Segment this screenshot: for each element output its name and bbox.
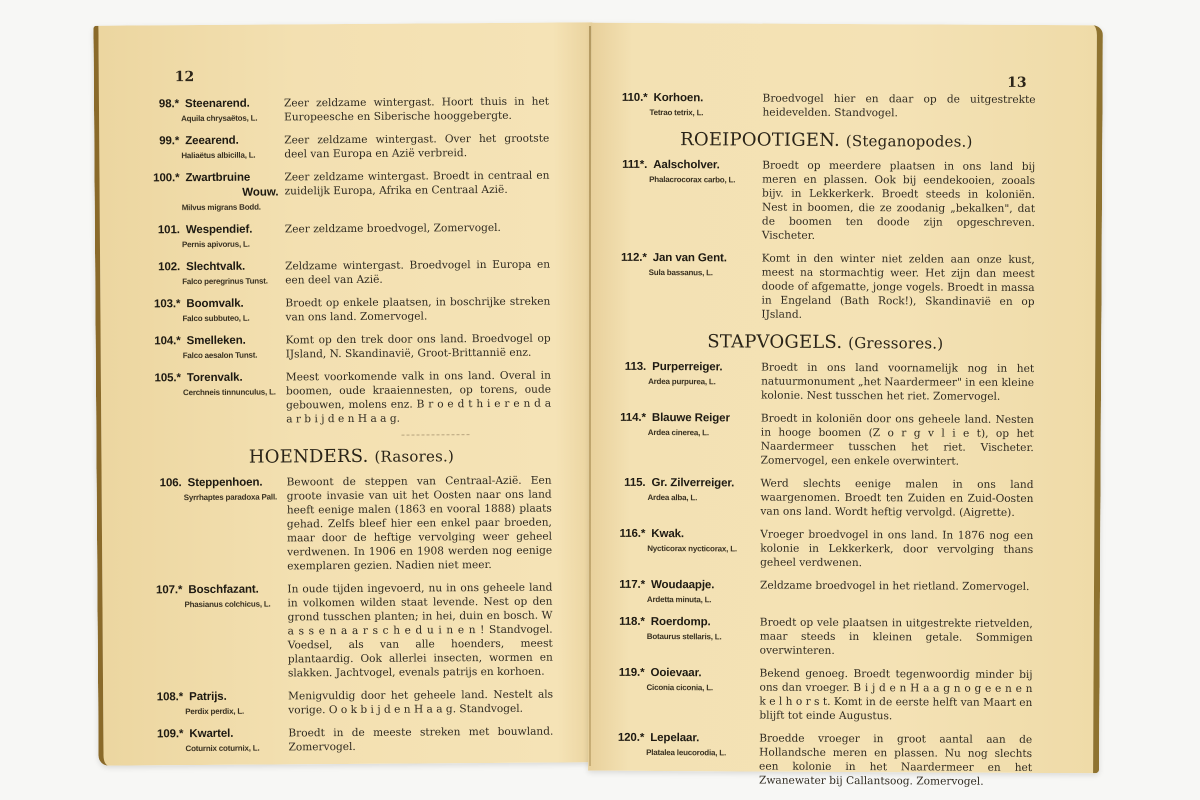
species-entry: [617, 158, 1035, 244]
page-number: 12: [174, 69, 195, 86]
entry-name-line: [151, 333, 286, 349]
species-entry: [617, 91, 1035, 121]
entry-head: [614, 731, 759, 788]
entry-list: [152, 474, 554, 756]
entry-description: Broedt op meerdere plaatsen in ons land bij meren en plassen. Ook bij eendekooien, zooals bijv. in Lekkerkerk. Broedt steeds in koloniën. Nest in boomen, die ze zoodanig „bekalken", dat de boomen ten doode zijn opgeschreven. Vischeter.: [761, 159, 1036, 242]
entry-description: Bekend genoeg. Broedt tegenwoordig minder bij ons dan vroeger. B i j d e n H a a g n o g e e n e n k e l h o r s t. Komt in de eerste helft van Maart en blijft tot einde Augustus.: [759, 667, 1033, 723]
entry-head: [149, 133, 284, 162]
entry-head: [150, 259, 285, 288]
entry-name: Blauwe Reiger: [651, 411, 730, 425]
entry-name: Kwak.: [651, 527, 685, 541]
entry-name: Patrijs.: [189, 690, 227, 704]
species-entry: [616, 360, 1034, 404]
entry-latin-name: Milvus migrans Bodd.: [181, 202, 261, 213]
entry-description: Broedde vroeger in groot aantal aan de Hollandsche meren en plassen. Nu nog slechts een kolonie in het Naardermeer en het Zwanewater bij Callantsoog. Zomervogel.: [758, 732, 1033, 788]
entry-number: 117.*: [619, 578, 646, 591]
entry-name: Torenvalk.: [186, 371, 243, 385]
entry-latin-name: Platalea leucorodia, L.: [646, 747, 727, 758]
entry-name: Boschfazant.: [188, 583, 259, 597]
entry-number: 106.: [159, 477, 182, 490]
entry-description: Broedt in koloniën door ons geheele land. Nesten in hooge boomen (Z o r g v l i e t), op het Naardermeer tusschen het riet. Vischeter. Zomervogel, een enkele overwintert.: [760, 412, 1034, 468]
section-heading: [617, 129, 1035, 152]
species-entry: [150, 221, 550, 252]
entry-latin-name: Ardetta minuta, L.: [646, 594, 712, 605]
entry-number: 113.: [624, 360, 647, 373]
entry-name: Lepelaar.: [650, 731, 700, 745]
entry-name: Aalscholver.: [653, 158, 720, 172]
entry-latin-name: Ciconia ciconia, L.: [646, 682, 713, 693]
entry-description: Broedt op vele plaatsen in uitgestrekte rietvelden, maar steeds in kleinen getale. Sommigen overwinteren.: [759, 616, 1033, 657]
entry-latin-name: Aquila chrysaëtos, L.: [181, 113, 258, 124]
entry-number: 114.*: [620, 411, 646, 424]
entry-head: [150, 222, 285, 251]
entry-number: 99.*: [159, 135, 180, 148]
entry-name-line: [616, 476, 761, 492]
entry-latin-name: Phasianus colchicus, L.: [184, 599, 271, 610]
entry-name-line: [149, 96, 284, 112]
entry-name-continued: Wouw.: [242, 186, 279, 199]
entry-head: [616, 411, 761, 468]
entry-list: [616, 158, 1035, 323]
entry-description: Zeer zeldzame wintergast. Over het grootste deel van Europa en Azië verbreid.: [284, 132, 550, 161]
entry-latin-name: Botaurus stellaris, L.: [646, 631, 722, 642]
entry-description: Zeldzame wintergast. Broedvogel in Europa en een deel van Azië.: [285, 258, 551, 287]
section-latin: (Gressores.): [848, 334, 944, 353]
entry-name-line: [150, 296, 285, 312]
entry-name-line: [615, 615, 760, 631]
entry-head: [149, 96, 284, 125]
entry-number: 105.*: [154, 372, 181, 385]
species-entry: [152, 581, 553, 682]
entry-head: [617, 91, 762, 120]
entry-head: [615, 578, 760, 607]
species-entry: [615, 476, 1033, 520]
entry-name-line: [152, 475, 287, 491]
entry-description: Meest voorkomende valk in ons land. Overal in boomen, oude kraaiennesten, op torens, oude gebouwen, molens enz. B r o e d t h i e r e n d a a r b i j d e n H a a g.: [285, 369, 552, 426]
species-entry: [614, 666, 1032, 724]
entry-name: Roerdomp.: [650, 615, 711, 629]
species-entry: [615, 578, 1033, 608]
entry-number: 119.*: [618, 666, 645, 679]
species-entry: [615, 527, 1033, 571]
entry-head: [151, 333, 286, 362]
entry-number: 98.*: [158, 98, 180, 111]
species-entry: [149, 169, 549, 215]
entry-number: 116.*: [619, 527, 646, 540]
section-title: HOENDERS.: [248, 445, 369, 468]
species-entry: [616, 411, 1034, 469]
entry-name-line: [149, 170, 284, 186]
entry-name: Woudaapje.: [650, 578, 715, 592]
entry-description: Broedt in de meeste streken met bouwland. Zomervogel.: [288, 725, 554, 754]
species-entry: [153, 688, 553, 719]
entry-number: 102.: [158, 261, 181, 274]
section-title: STAPVOGELS.: [707, 331, 843, 353]
entry-latin-name: Phalacrocorax carbo, L.: [649, 174, 736, 185]
entry-description: Komt in den winter niet zelden aan onze kust, meest na stormachtig weer. Het zijn dan meest doode of afgematte, jonge vogels. Broedt in massa in Engeland (Bath Rock!), Skandinavië en op IJsland.: [761, 252, 1035, 321]
entry-number: 109.*: [156, 728, 184, 741]
entry-head: [614, 666, 759, 723]
entry-head: [615, 476, 760, 519]
entry-name: Wespendief.: [185, 223, 253, 237]
species-entry: [153, 725, 553, 756]
entry-description: Vroeger broedvogel in ons land. In 1876 nog een kolonie in Lekkerkerk, door vervolging thans geheel verdwenen.: [760, 528, 1034, 570]
entry-description: Bewoont de steppen van Centraal-Azië. Een groote invasie van uit het Oosten naar ons land heeft eenige malen (1863 en vooral 1888) plaats gehad. Zelfs bleef hier een enkel paar broeden, maar door de heftige vervolging weer geheel verdwenen. In 1906 en 1908 werden nog eenige exemplaren gezien. Nadien niet meer.: [286, 474, 553, 573]
entry-name: Kwartel.: [189, 727, 234, 741]
entry-head: [153, 726, 288, 755]
species-entry: [151, 332, 551, 363]
entry-description: Broedt in ons land voornamelijk nog in het natuurmonument „het Naardermeer" in een kleine kolonie. Nest tusschen het riet. Zomervogel.: [760, 361, 1035, 403]
entry-name-line: [149, 133, 284, 149]
divider: [401, 434, 471, 435]
entry-latin-name: Ardea cinerea, L.: [647, 427, 709, 438]
page-number: 13: [1007, 74, 1027, 91]
entry-description: Broedvogel hier en daar op de uitgestrekte heidevelden. Standvogel.: [762, 92, 1036, 120]
entry-head: [615, 615, 760, 658]
entry-number: 104.*: [154, 335, 181, 348]
entry-head: [151, 370, 286, 427]
entry-name-line: [153, 726, 288, 742]
entry-name-line: [617, 251, 762, 267]
entry-description: Werd slechts eenige malen in ons land waargenomen. Broedt ten Zuiden en Zuid-Oosten van ons land. Wordt heftig vervolgd. (Aigrette).: [760, 477, 1034, 519]
entry-latin-name: Falco aesalon Tunst.: [182, 350, 258, 361]
entry-latin-name: Falco subbuteo, L.: [182, 313, 250, 324]
entry-name: Purperreiger.: [652, 360, 723, 374]
entry-number: 100.*: [153, 172, 180, 185]
entry-number: 108.*: [156, 691, 184, 704]
entry-latin-name: Syrrhaptes paradoxa Pall.: [183, 492, 278, 503]
entry-latin-name: Tetrao tetrix, L.: [649, 107, 704, 118]
entry-name-line: [150, 222, 285, 238]
entry-number: 111*.: [622, 158, 648, 171]
entry-description: Zeldzame broedvogel in het rietland. Zomervogel.: [759, 579, 1030, 593]
entry-name: Steenarend.: [184, 97, 250, 111]
entry-list: [617, 91, 1035, 121]
entry-head: [616, 360, 761, 403]
entry-head: [615, 527, 760, 570]
entry-latin-name: Falco peregrinus Tunst.: [182, 276, 268, 287]
species-entry: [149, 95, 549, 126]
species-entry: [150, 295, 550, 326]
entry-latin-name: Pernis apivorus, L.: [181, 239, 250, 250]
entry-name-line: [615, 578, 760, 594]
entry-number: 101.: [157, 224, 180, 237]
entry-latin-name: Nycticorax nycticorax, L.: [647, 543, 737, 554]
entry-latin-name: Ardea purpurea, L.: [648, 376, 716, 387]
entry-description: Menigvuldig door het geheele land. Nestelt als vorige. O o k b i j d e n H a a g. Standvogel.: [288, 688, 554, 717]
entry-name: Jan van Gent.: [652, 251, 727, 265]
entry-latin-name: Haliaëtus albicilla, L.: [181, 150, 256, 161]
entry-head: [152, 582, 288, 681]
right-page: [588, 23, 1103, 788]
entry-description: Zeer zeldzame broedvogel, Zomervogel.: [284, 221, 501, 236]
entry-name: Slechtvalk.: [186, 260, 246, 274]
species-entry: [150, 258, 550, 289]
entry-name-line: [615, 527, 760, 543]
right-page-content: [614, 91, 1036, 798]
entry-latin-name: Ardea alba, L.: [647, 492, 698, 503]
entry-head: [149, 170, 284, 214]
entry-name-line: [615, 666, 760, 682]
entry-name-line: [616, 411, 761, 427]
species-entry: [151, 369, 551, 428]
entry-number: 107.*: [155, 584, 183, 597]
entry-name-line: [618, 91, 763, 107]
entry-number: 110.*: [621, 91, 648, 104]
entry-number: 120.*: [617, 731, 645, 744]
entry-name: Zeearend.: [185, 134, 239, 148]
species-entry: [152, 474, 553, 575]
section-latin: (Steganopodes.): [845, 131, 973, 151]
section-heading: [616, 331, 1034, 354]
entry-latin-name: Sula bassanus, L.: [648, 267, 713, 278]
entry-name: Boomvalk.: [186, 297, 244, 311]
entry-number: 118.*: [619, 615, 645, 628]
entry-latin-name: Coturnix coturnix, L.: [185, 743, 260, 754]
book-gutter: [589, 26, 591, 766]
entry-list: [614, 360, 1034, 789]
entry-description: Zeer zeldzame wintergast. Broedt in centraal en zuidelijk Europa, Afrika en Centraal Azië.: [284, 169, 550, 198]
entry-name: Gr. Zilverreiger.: [651, 476, 735, 490]
entry-name: Steppenhoen.: [187, 476, 263, 490]
section-title: ROEIPOOTIGEN.: [680, 129, 840, 151]
section-latin: (Rasores.): [374, 447, 455, 466]
entry-name-line: [617, 158, 762, 174]
entry-name: Zwartbruine: [185, 171, 251, 185]
entry-number: 115.: [624, 476, 646, 489]
entry-latin-name: Perdix perdix, L.: [185, 706, 245, 717]
species-entry: [614, 731, 1032, 789]
entry-name-line: [614, 731, 759, 747]
entry-head: [153, 689, 288, 718]
entry-name-line: [150, 259, 285, 275]
entry-list: [149, 95, 551, 428]
entry-name: Smelleken.: [186, 334, 246, 348]
entry-name-line: [152, 582, 287, 598]
entry-name: Korhoen.: [653, 91, 704, 105]
entry-name-line: [153, 689, 288, 705]
entry-head: [617, 158, 762, 243]
entry-name-line: [151, 370, 286, 386]
entry-name-line: [616, 360, 761, 376]
entry-description: In oude tijden ingevoerd, nu in ons geheele land in volkomen wilden staat levende. Nest op den grond tusschen planten; in hei, duin en bosch. W a s s e n a a r s c h e d u i n e n ! Standvogel. Voedsel, als van alle hoenders, meest plantaardig. Ook allerlei insecten, wormen en slakken. Jachtvogel, evenals patrijs en korhoen.: [287, 581, 553, 680]
entry-latin-name: Cerchneis tinnunculus, L.: [182, 387, 276, 398]
entry-description: Komt op den trek door ons land. Broedvogel op IJsland, N. Skandinavië, Groot-Brittannië enz.: [285, 332, 551, 361]
entry-name: Ooievaar.: [650, 666, 702, 680]
species-entry: [616, 251, 1034, 323]
entry-description: Zeer zeldzame wintergast. Hoort thuis in het Europeesche en Siberische hooggebergte.: [283, 95, 550, 124]
left-page-content: [149, 95, 554, 765]
entry-head: [152, 475, 288, 574]
entry-number: 103.*: [153, 298, 181, 311]
section-heading: [151, 445, 551, 469]
entry-number: 112.*: [620, 251, 647, 264]
entry-head: [616, 251, 761, 322]
species-entry: [149, 132, 549, 163]
left-page: [93, 22, 597, 765]
entry-description: Broedt op enkele plaatsen, in boschrijke streken van ons land. Zomervogel.: [285, 295, 551, 324]
species-entry: [615, 615, 1033, 659]
entry-head: [150, 296, 285, 325]
